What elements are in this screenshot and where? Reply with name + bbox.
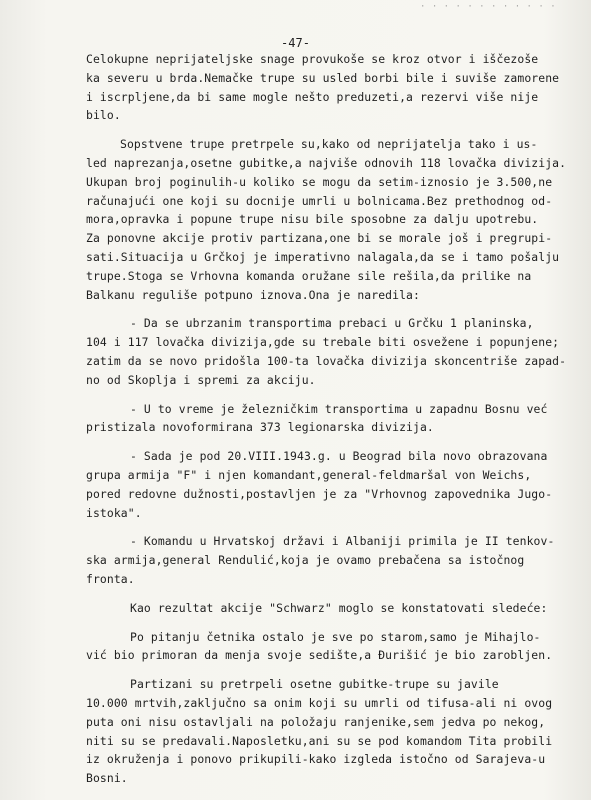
text-line: fronta.	[86, 571, 135, 586]
text-line: Sopstvene trupe pretrpele su,kako od neprijatelja tako i us-	[120, 137, 538, 152]
paragraph-gap	[86, 125, 591, 135]
text-line: trupe.Stoga se Vrhovna komanda oružane sile rešila,da prilike na	[86, 268, 532, 283]
text-line: Ukupan broj poginulih-u koliko se mogu da setim-iznosio je 3.500,ne	[86, 174, 553, 189]
text-line: - U to vreme je železničkim transportima u zapadnu Bosnu već	[130, 401, 548, 416]
text-line: - Sada je pod 20.VIII.1943.g. u Beograd bila novo obrazovana	[130, 449, 548, 464]
paragraph-gap	[86, 618, 591, 628]
text-line: zatim da se novo pridošla 100-ta lovačka divizija skoncentriše zapad-	[86, 353, 567, 368]
paragraph	[86, 400, 591, 438]
text-line: ska armija,general Rendulić,koja je ovamo prebačena sa istočnog	[86, 553, 525, 568]
text-line: Balkanu reguliše potpuno iznova.Ona je naredila:	[86, 287, 420, 302]
text-line: grupa armija "F" i njen komandant,general-feldmaršal von Weichs,	[86, 467, 532, 482]
text-line: Bosni.	[86, 771, 128, 786]
paragraph	[86, 675, 591, 788]
paragraph-gap	[86, 390, 591, 400]
text-line: pored redovne dužnosti,postavljen je za "Vrhovnog zapovednika Jugo-	[86, 486, 553, 501]
paragraph-gap	[86, 304, 591, 314]
text-line: vić bio primoran da menja svoje sedište,a Đurišić je bio zarobljen.	[86, 648, 553, 663]
paragraph	[86, 628, 591, 666]
document-body	[86, 50, 591, 788]
paragraph	[86, 135, 591, 304]
text-line: Partizani su pretrpeli osetne gubitke-trupe su javile	[130, 677, 499, 692]
text-line: Za ponovne akcije protiv partizana,one bi se morale još i pregrupi-	[86, 231, 553, 246]
text-line: Po pitanju četnika ostalo je sve po starom,samo je Mihajlo-	[130, 629, 541, 644]
paragraph-gap	[86, 589, 591, 599]
text-line: 104 i 117 lovačka divizija,gde su trebale biti osvežene i popunjene;	[86, 335, 560, 350]
text-line: niti su se predavali.Naposletku,ani su se pod komandom Tita probili	[86, 733, 553, 748]
text-line: - Da se ubrzanim transportima prebaci u Grčku 1 planinska,	[130, 316, 534, 331]
text-line: puta oni nisu ostavljali na položaju ranjenike,sem jedva po nekog,	[86, 714, 546, 729]
paragraph-gap	[86, 437, 591, 447]
page-number: -47-	[281, 36, 310, 50]
text-line: istoka".	[86, 505, 142, 520]
text-line: bilo.	[86, 108, 121, 123]
paragraph	[86, 599, 591, 618]
paragraph-gap	[86, 665, 591, 675]
paragraph	[86, 532, 591, 588]
text-line: Kao rezultat akcije "Schwarz" moglo se konstatovati sledeće:	[130, 600, 548, 615]
text-line: sati.Situacija u Grčkoj je imperativno nalagala,da se i tamo pošalju	[86, 249, 560, 264]
text-line: računajući one koji su docnije umrli u bolnicama.Bez prethodnog od-	[86, 193, 553, 208]
paragraph-gap	[86, 522, 591, 532]
text-line: pristizala novoformirana 373 legionarska divizija.	[86, 420, 434, 435]
text-line: mora,opravka i popune trupe nisu bile sposobne za dalju upotrebu.	[86, 212, 539, 227]
text-line: 10.000 mrtvih,zaključno sa onim koji su umrli od tifusa-ali ni ovog	[86, 695, 553, 710]
text-line: no od Skoplja i spremi za akciju.	[86, 372, 316, 387]
paragraph	[86, 50, 591, 125]
text-line: - Komandu u Hrvatskoj državi i Albaniji primila je II tenkov-	[130, 534, 555, 549]
paragraph	[86, 314, 591, 389]
paragraph	[86, 447, 591, 522]
text-line: i iscrpljene,da bi same mogle nešto preduzeti,a rezervi više nije	[86, 89, 539, 104]
text-line: Celokupne neprijateljske snage provukoše se kroz otvor i iščezoše	[86, 52, 539, 66]
text-line: ka severu u brda.Nemačke trupe su usled borbi bile i suviše zamorene	[86, 70, 560, 85]
archive-stamp: · · · · · · · · · · · ·	[420, 2, 557, 12]
text-line: led naprezanja,osetne gubitke,a najviše odnovih 118 lovačka divizija.	[86, 155, 567, 170]
text-line: iz okruženja i ponovo prikupili-kako izgleda istočno od Sarajeva-u	[86, 752, 546, 767]
